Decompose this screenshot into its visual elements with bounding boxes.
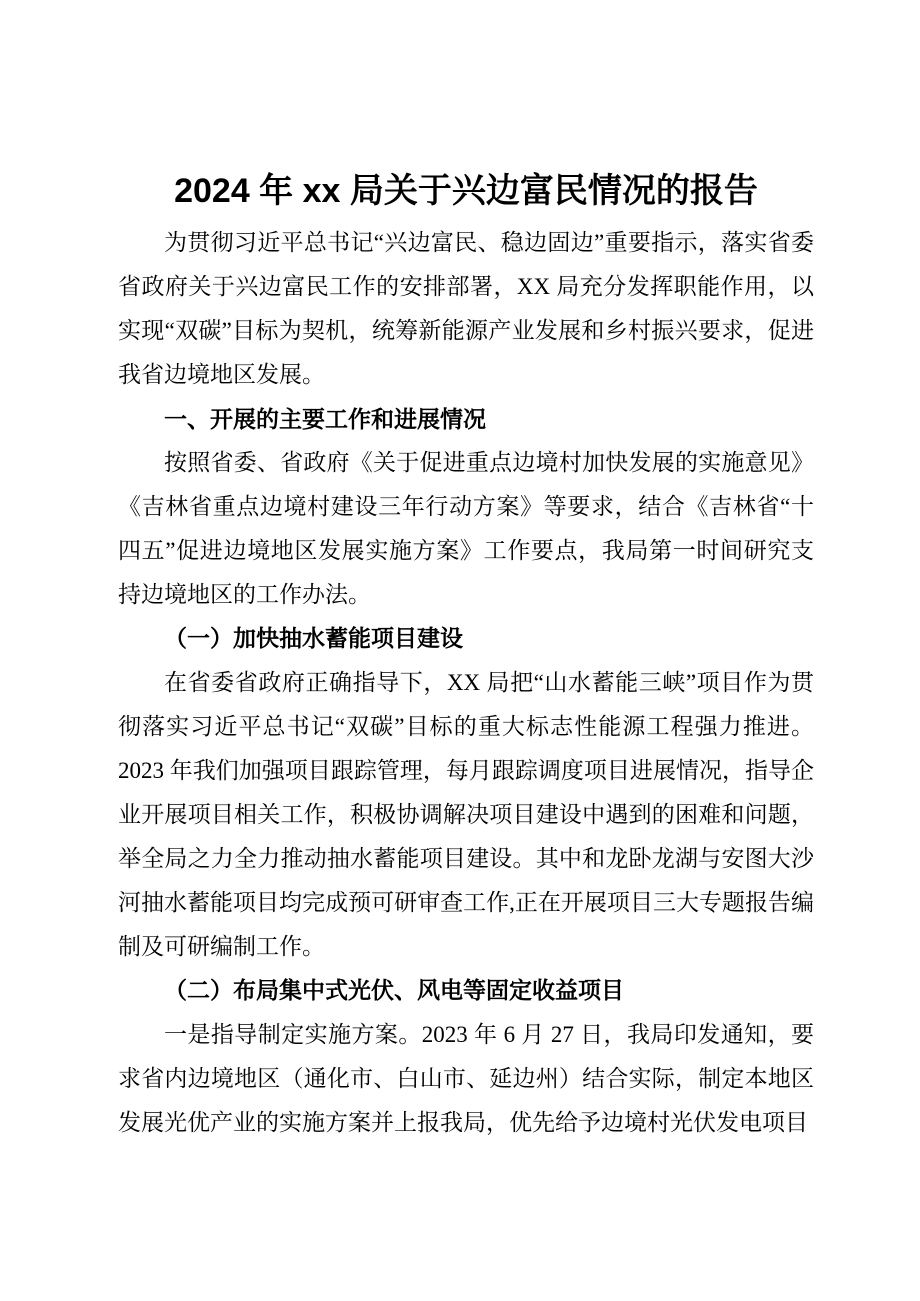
subsection-heading: （一）加快抽水蓄能项目建设	[164, 626, 463, 651]
section-heading: 一、开展的主要工作和进展情况	[164, 406, 486, 432]
paragraph: 在省委省政府正确指导下，XX 局把“山水蓄能三峡”项目作为贯彻落实习近平总书记“双碳”目标的重大标志性能源工程强力推进。2023 年我们加强项目跟踪管理，每月跟踪调度项目进展情况，指导企业开展项目相关工作，积极协调解决项目建设中遇到的困难和问题，举全局之力全力推动抽水蓄能项目建设。其中和龙卧龙湖与安图大沙河抽水蓄能项目均完成预可研审查工作,正在开展项目三大专题报告编制及可研编制工作。	[118, 670, 814, 959]
paragraph: 为贯彻习近平总书记“兴边富民、稳边固边”重要指示，落实省委省政府关于兴边富民工作的安排部署，XX 局充分发挥职能作用，以实现“双碳”目标为契机，统筹新能源产业发展和乡村振兴要求，促进我省边境地区发展。	[118, 230, 814, 387]
subsection-heading: （二）布局集中式光伏、风电等固定收益项目	[164, 978, 624, 1003]
paragraph: 一是指导制定实施方案。2023 年 6 月 27 日，我局印发通知，要求省内边境地区（通化市、白山市、延边州）结合实际，制定本地区发展光优产业的实施方案并上报我局，优先给予边境村光伏发电项目	[118, 1022, 814, 1135]
document-content	[118, 166, 814, 1145]
document-body	[118, 221, 814, 1145]
paragraph: 按照省委、省政府《关于促进重点边境村加快发展的实施意见》《吉林省重点边境村建设三年行动方案》等要求，结合《吉林省“十四五”促进边境地区发展实施方案》工作要点，我局第一时间研究支持边境地区的工作办法。	[118, 450, 814, 607]
document-title: 2024 年 xx 局关于兴边富民情况的报告	[174, 172, 758, 210]
